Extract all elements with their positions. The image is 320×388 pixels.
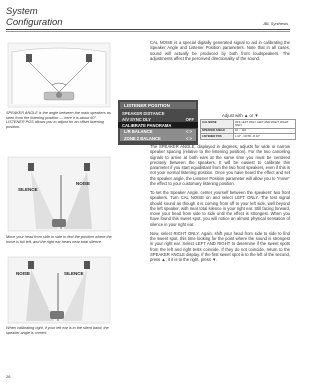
- menu-item-calibrate-panorama[interactable]: [118, 122, 198, 128]
- menu-item-label: CALIBRATE PANORAMA: [122, 122, 172, 128]
- section-title-line1: System: [6, 6, 38, 17]
- speaker-angle-figure: [6, 40, 112, 110]
- right-speaker-icon: [86, 54, 92, 62]
- brand-label: JBL Synthesis: [262, 21, 288, 26]
- listener-icon: [52, 219, 66, 227]
- menu-item-label: ZONE 2 BALANCE: [124, 135, 161, 141]
- paragraph-right-only: Now, select RIGHT ONLY. Again, shift your head from side to side to find the sweet spot, this time looking for the point where the sound is strongest in your right ear. Select LEFT AND RIGHT to determine if the sweet spots from the left and right tests coincide. If they do not coincide, return to the SPEAKER ANGLE display. If the first sweet spot is to the left of the second, press ▲; it it is to the right, press ▼.: [150, 230, 290, 262]
- table-row: [201, 120, 296, 129]
- figure-label-silence: SILENCE: [64, 271, 84, 276]
- param-value: L 10°...CNTR...R 10°: [234, 134, 296, 140]
- left-speaker-icon: [28, 163, 34, 171]
- param-key: CAL NOISE: [201, 120, 234, 129]
- adjust-hint: Adjust with ▲ or ▼: [222, 113, 259, 118]
- intro-column: [150, 40, 290, 65]
- silence-left-figure: [6, 155, 112, 233]
- paragraph-speaker-angle: The SPEAKER ANGLE, displayed in degrees, adjusts for wide or narrow speaker spacing (relative to the listening position). For the two canceling signals to arrive at both ears at the same time you must be centered precisely between the speakers. It will be easiest to calibrate this parameter if you start equidistant from the two front speakers, even if this is not your normal listening position. Once you have heard the effect and set the speaker angle, the Listener Position parameter will allow you to "move" the effect to your customary listening position.: [150, 144, 290, 186]
- section-title: [6, 7, 63, 28]
- param-value: OFF, LEFT ONLY, LEFT AND RIGHT, RIGHT ONLY: [234, 120, 296, 129]
- header-rule-secondary: [6, 31, 290, 32]
- param-key: LISTENER POS: [201, 134, 234, 140]
- left-speaker-icon: [28, 261, 34, 269]
- param-key: SPEAKER ANGLE: [201, 128, 234, 134]
- figure-label-silence: SILENCE: [18, 187, 38, 192]
- menu-item-value: < >: [185, 135, 192, 141]
- paragraph-set-angle: To set the Speaker Angle, center yourself between the speakers' two front speakers. Turn CAL NOISE on and select LEFT ONLY. The test signal should sound as though it is coming from off to your left side, well beyond the left speaker, with near total silence in your right ear. Still facing forward, move your head from side to side until the effect is strongest. When you have found this sweet spot, you will notice an almost physical sensation of silence in your right ear.: [150, 190, 290, 227]
- menu-item-value: OFF: [185, 116, 194, 122]
- menu-item-value: < >: [185, 129, 192, 134]
- menu-item-label: SPEAKER DISTANCE: [122, 110, 165, 116]
- section-title-line2: Configuration: [6, 16, 63, 28]
- figure-label-noise: NOISE: [16, 271, 31, 276]
- menu-item-label: A/V SYNC DLY: [122, 116, 151, 122]
- silence-right-figure: [6, 255, 112, 325]
- right-speaker-icon: [84, 163, 90, 171]
- page-number: 26: [6, 374, 11, 379]
- menu-title: LISTENER POSITION: [120, 102, 196, 109]
- param-value: 10 ... 110: [234, 128, 296, 134]
- caption-fig3: When calibrating right, if your left ear is in the silent band, the speaker angle is correct.: [6, 326, 109, 335]
- left-speaker-icon: [26, 54, 32, 62]
- header-rule: [6, 29, 290, 30]
- table-row: [201, 134, 296, 140]
- listener-icon: [50, 311, 64, 319]
- osd-menu: [118, 100, 198, 145]
- figure-label-noise: NOISE: [76, 181, 91, 186]
- caption-fig2: Move your head from side to side to find the position where the noise is full left, and the right ear hears near total silence.: [6, 235, 112, 244]
- menu-item-label: L/R BALANCE: [124, 129, 153, 134]
- right-speaker-icon: [84, 261, 90, 269]
- menu-item-zone2-balance[interactable]: [120, 135, 196, 141]
- caption-fig1: SPEAKER ANGLE is the angle between the main speakers as seen from the listening position — here it is about 60°. LISTENER POS allows you to adjust for an offset listening position.: [6, 111, 111, 129]
- main-text-column: [150, 144, 290, 266]
- parameter-table: [200, 119, 296, 140]
- listener-icon: [56, 92, 62, 98]
- menu-item-lr-balance[interactable]: [120, 129, 196, 135]
- paragraph-intro: CAL NOISE is a special digitally generated signal to aid in calibrating the Speaker Angle and Listener Position parameters. Note that in all cases, sound will actually be produced by both front loudspeakers. The adjustments affect the perceived directionality of the sound.: [150, 40, 290, 61]
